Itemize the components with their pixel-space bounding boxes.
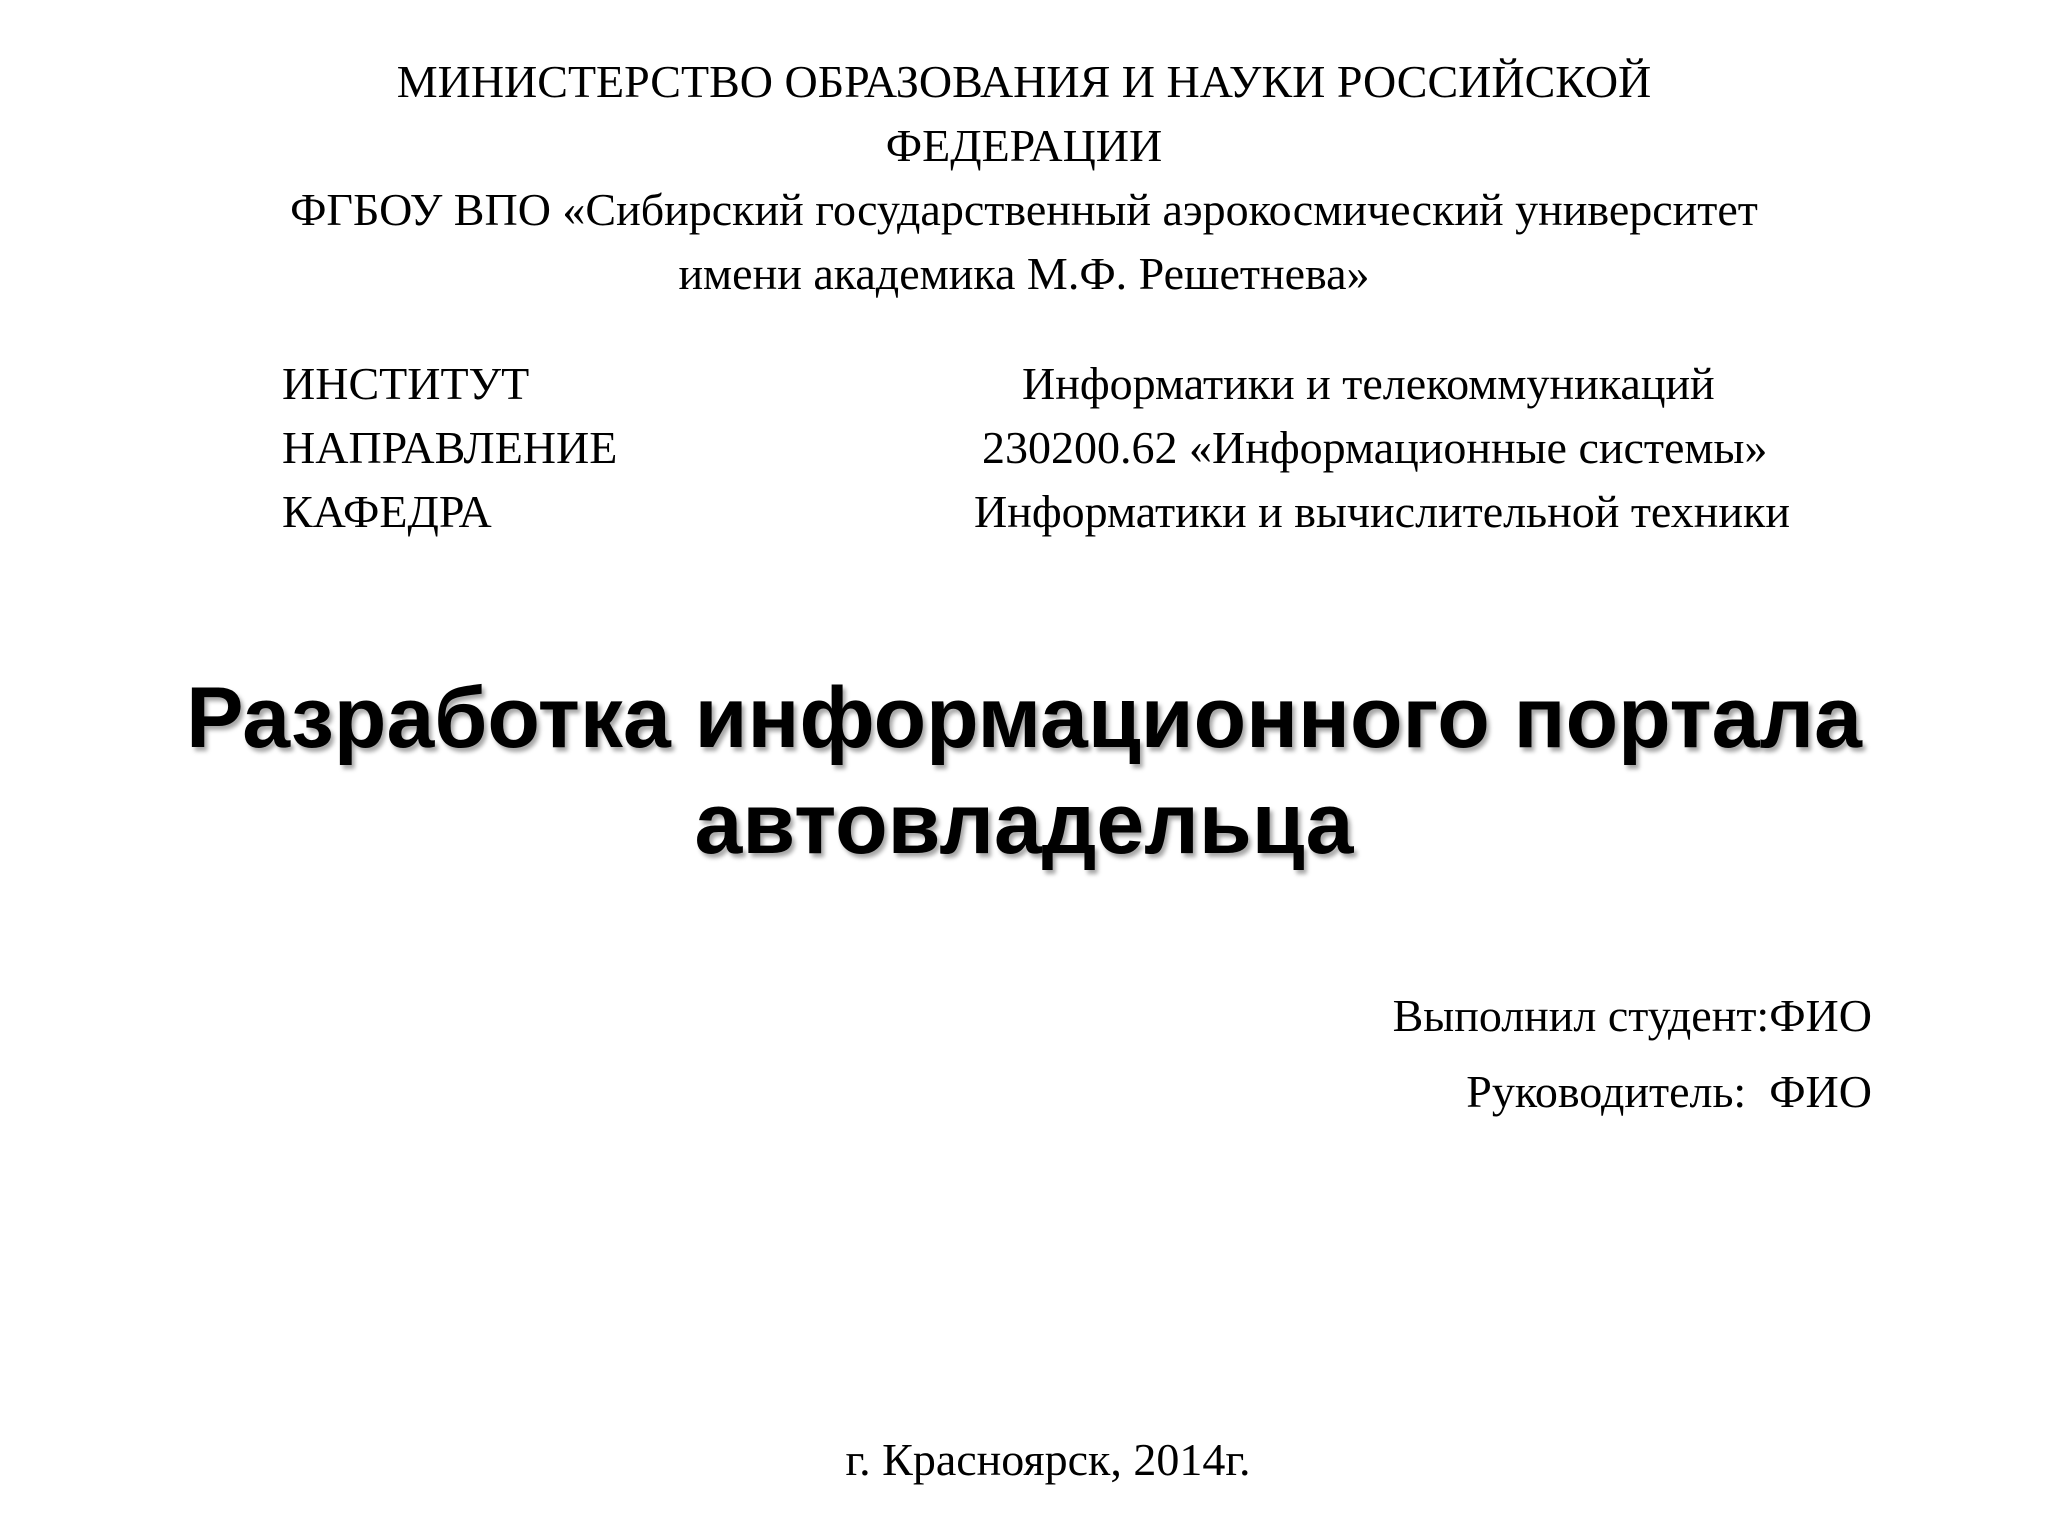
direction-label: НАПРАВЛЕНИЕ bbox=[282, 422, 618, 473]
city-year-footer bbox=[0, 1428, 2048, 1492]
department-label: КАФЕДРА bbox=[282, 486, 492, 537]
institute-row bbox=[282, 352, 1912, 416]
institute-value: Информатики и телекоммуникаций bbox=[1022, 358, 1715, 409]
title-line-1: Разработка информационного портала bbox=[186, 670, 1862, 766]
supervisor-signature: Руководитель: ФИО bbox=[1466, 1066, 1872, 1117]
signatures-block bbox=[1393, 978, 1872, 1130]
direction-row bbox=[282, 416, 1912, 480]
city-year: г. Красноярск, 2014г. bbox=[845, 1434, 1251, 1485]
document-title bbox=[0, 665, 2048, 877]
ministry-line-1: МИНИСТЕРСТВО ОБРАЗОВАНИЯ И НАУКИ РОССИЙСКОЙ bbox=[396, 56, 1652, 107]
student-signature: Выполнил студент:ФИО bbox=[1392, 990, 1872, 1041]
university-line-1: ФГБОУ ВПО «Сибирский государственный аэрокосмический университет bbox=[290, 184, 1758, 235]
title-line-2: автовладельца bbox=[694, 776, 1354, 872]
ministry-header bbox=[0, 50, 2048, 306]
ministry-line-2: ФЕДЕРАЦИИ bbox=[885, 120, 1163, 171]
info-block bbox=[282, 352, 1912, 544]
institute-label: ИНСТИТУТ bbox=[282, 358, 530, 409]
direction-value: 230200.62 «Информационные системы» bbox=[982, 422, 1768, 473]
university-line-2: имени академика М.Ф. Решетнева» bbox=[678, 248, 1370, 299]
department-row bbox=[282, 480, 1912, 544]
department-value: Информатики и вычислительной техники bbox=[974, 486, 1790, 537]
